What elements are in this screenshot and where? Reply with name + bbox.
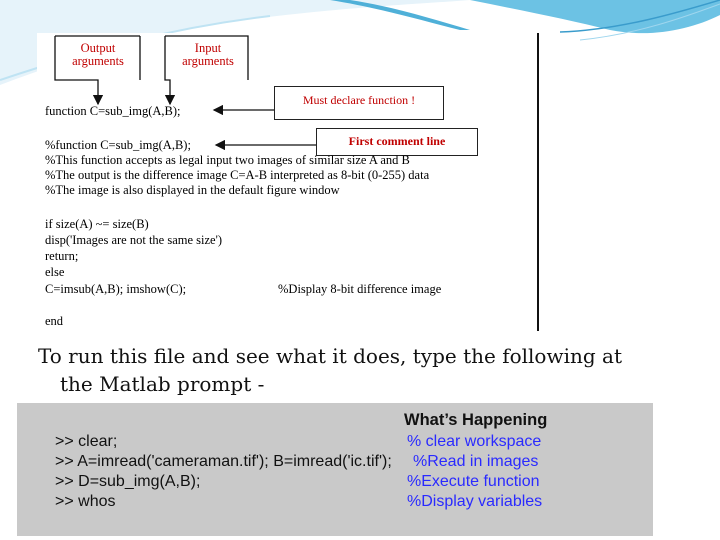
command-line-imread: >> A=imread('cameraman.tif'); B=imread('ic.tif'); (55, 453, 392, 470)
code-line-else: else (45, 265, 65, 279)
must-declare-label: Must declare function ! (302, 93, 416, 107)
code-line-imsub: C=imsub(A,B); imshow(C); (45, 282, 187, 296)
instruction-caption (38, 342, 658, 398)
comment-display-variables: %Display variables (407, 493, 543, 510)
output-arguments-line2: arguments (72, 54, 124, 68)
matlab-command-panel (17, 403, 653, 536)
must-declare-box (274, 86, 444, 120)
comment-read-images: %Read in images (413, 453, 539, 470)
code-line-comment-1: %function C=sub_img(A,B); (45, 138, 191, 152)
first-comment-label: First comment line (348, 134, 446, 148)
code-line-display-comment: %Display 8-bit difference image (278, 282, 442, 296)
figure-border (537, 33, 539, 331)
first-comment-box (316, 128, 478, 156)
code-line-return: return; (45, 249, 79, 263)
comment-execute-function: %Execute function (407, 473, 540, 490)
command-line-whos: >> whos (55, 493, 116, 510)
code-line-if: if size(A) ~= size(B) (45, 217, 149, 231)
input-arguments-line2: arguments (182, 54, 234, 68)
code-line-comment-2: %This function accepts as legal input two images of similar size A and B (45, 153, 410, 167)
caption-line-2: the Matlab prompt - (60, 372, 265, 396)
input-arguments-line1: Input (194, 41, 222, 55)
command-line-clear: >> clear; (55, 433, 118, 450)
input-arguments-label (170, 42, 246, 68)
caption-line-1: To run this file and see what it does, type the following at (38, 344, 622, 368)
code-line-comment-4: %The image is also displayed in the default figure window (45, 183, 340, 197)
command-line-sub-img: >> D=sub_img(A,B); (55, 473, 201, 490)
whats-happening-title: What’s Happening (404, 411, 548, 429)
code-line-function: function C=sub_img(A,B); (45, 104, 181, 118)
output-arguments-line1: Output (80, 41, 116, 55)
output-arguments-label (60, 42, 136, 68)
code-line-comment-3: %The output is the difference image C=A-B interpreted as 8-bit (0-255) data (45, 168, 430, 182)
comment-clear-workspace: % clear workspace (407, 433, 542, 450)
code-line-end: end (45, 314, 64, 328)
code-line-disp: disp('Images are not the same size') (45, 233, 223, 247)
